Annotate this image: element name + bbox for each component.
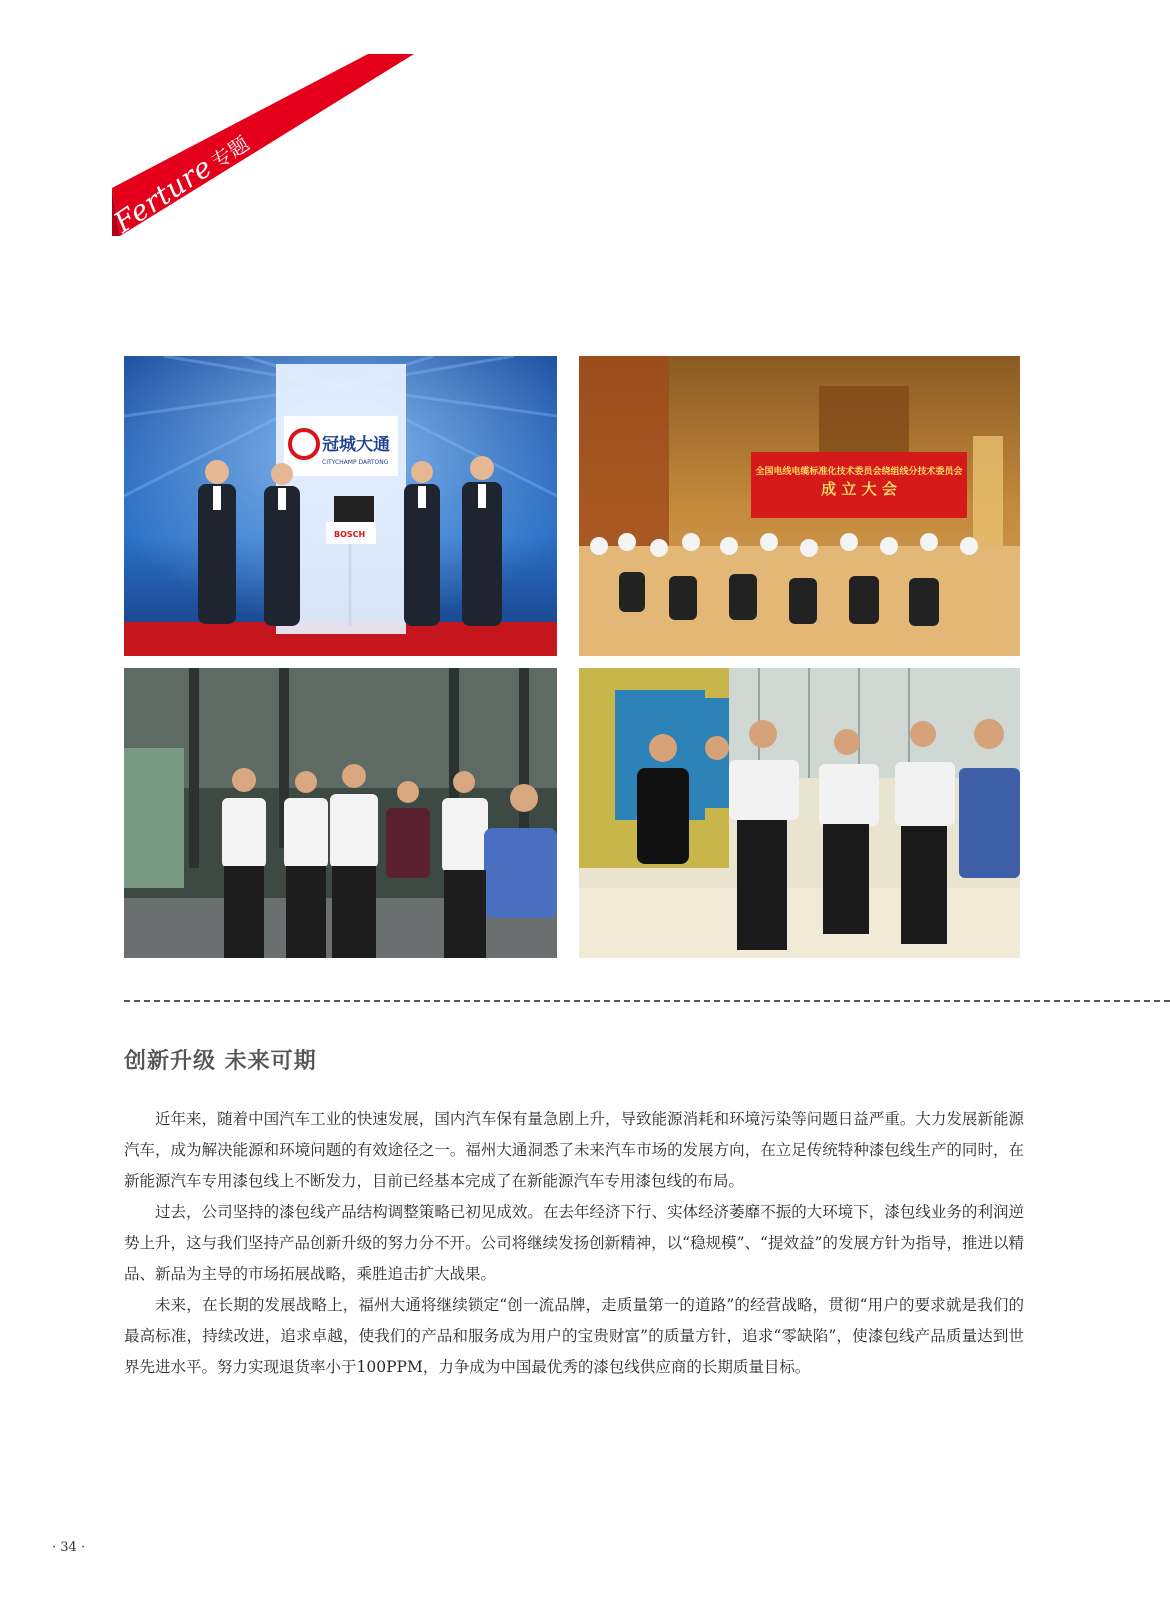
ribbon-chinese: 专题 [206, 131, 254, 174]
sign-brand-cn: 冠城大通 [322, 435, 390, 455]
banner-line-1: 全国电线电缆标准化技术委员会绕组线分技术委员会 [755, 467, 963, 477]
podium-logo: BOSCH [334, 530, 366, 539]
article-paragraph: 未来，在长期的发展战略上，福州大通将继续锁定“创一流品牌，走质量第一的道路”的经营战略，贯彻“用户的要求就是我们的最高标准，持续改进，追求卓越，使我们的产品和服务成为用户的宝贵财富”的质量方针，追求“零缺陷”，使漆包线产品质量达到世界先进水平。努力实现退货率小于100PPM，力争成为中国最优秀的漆包线供应商的长期质量目标。 [124, 1296, 1024, 1376]
sign-brand-en: CITYCHAMP DARTONG [322, 459, 389, 466]
page-number: · 34 · [52, 1540, 86, 1555]
article-body [124, 1104, 1024, 1383]
article-paragraph: 近年来，随着中国汽车工业的快速发展，国内汽车保有量急剧上升，导致能源消耗和环境污染等问题日益严重。大力发展新能源汽车，成为解决能源和环境问题的有效途径之一。福州大通洞悉了未来汽车市场的发展方向，在立足传统特种漆包线生产的同时，在新能源汽车专用漆包线上不断发力，目前已经基本完成了在新能源汽车专用漆包线的布局。 [124, 1110, 1024, 1190]
photo-exhibition-visit [579, 668, 1020, 958]
photo-ceremony [124, 356, 557, 656]
section-ribbon [0, 0, 470, 260]
photo-meeting [579, 356, 1020, 656]
article-paragraph: 过去，公司坚持的漆包线产品结构调整策略已初见成效。在去年经济下行、实体经济萎靡不振的大环境下，漆包线业务的利润逆势上升，这与我们坚持产品创新升级的努力分不开。公司将继续发扬创新精神，以“稳规模”、“提效益”的发展方针为指导，推进以精品、新品为主导的市场拓展战略，乘胜追击扩大战果。 [124, 1203, 1024, 1283]
section-divider [124, 1000, 1170, 1002]
photo-factory-visit [124, 668, 557, 958]
article-heading: 创新升级 未来可期 [124, 1049, 317, 1074]
banner-line-2: 成 立 大 会 [821, 480, 897, 498]
ribbon-english: Ferture [108, 150, 219, 240]
